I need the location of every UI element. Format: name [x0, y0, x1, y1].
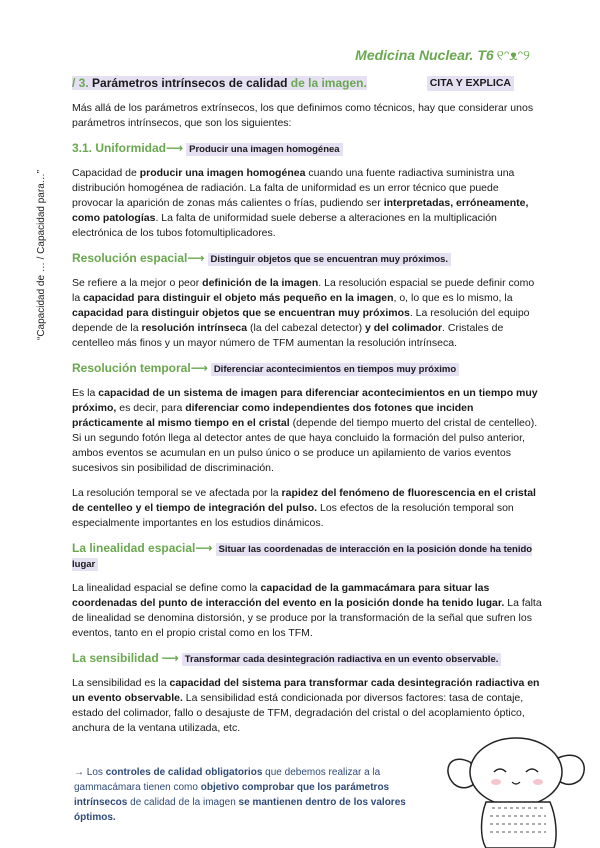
bunny-mascot-illustration: [440, 728, 600, 848]
paragraph-resolucion-temporal-1: Es la capacidad de un sistema de imagen para diferenciar acontecimientos en un tiempo muy próximo, es decir, para diferenciar como independientes dos fotones que inciden prácticamente al mismo tiempo en el cristal (depende del tiempo muerto del cristal de centelleo). Si un segundo fotón llega al detector antes de que haya concluido la formación del pulso anterior, ambos eventos se acumulan en un pulso único o se produce un apilamiento de varios eventos sucesivos sin posibilidad de discriminación.: [72, 387, 538, 474]
header-title: Medicina Nuclear. T6: [355, 47, 494, 63]
paragraph-resolucion-temporal-2: La resolución temporal se ve afectada por la rapidez del fenómeno de fluorescencia en el cristal de centelleo y el tiempo de integración del pulso. Los efectos de la resolución temporal son especialmente importantes en los estudios dinámicos.: [72, 487, 536, 529]
paragraph-sensibilidad: La sensibilidad es la capacidad del sistema para transformar cada desintegración radiactiva en un evento observable. La sensibilidad está condicionada por diversos factores: tasa de contaje, estado del colimador, fallo o desajuste de TFM, degradación del cristal o del acoplamiento óptico, anchura de la ventana utilizada, etc.: [72, 677, 540, 734]
kaomoji: ୧ᵔᴥᵔ୨: [496, 47, 530, 63]
heading-resolucion-espacial: Resolución espacial⟶ Distinguir objetos que se encuentran muy próximos.: [72, 251, 542, 267]
heading-uniformidad: 3.1. Uniformidad⟶ Producir una imagen homogénea: [72, 141, 542, 157]
paragraph-linealidad: La linealidad espacial se define como la capacidad de la gammacámara para situar las coordenadas del punto de interacción del evento en la posición donde ha tenido lugar. La falta de linealidad se denomina distorsión, y se produce por la transformación de la señal que sufren los eventos, tanto en el propio cristal como en los TFM.: [72, 582, 542, 639]
paragraph-uniformidad: Capacidad de producir una imagen homogénea cuando una fuente radiactiva suministra una distribución homogénea de radiación. La falta de uniformidad es un error técnico que puede provocar la aparición de zonas más calientes o frías, pudiendo ser interpretadas, erróneamente, como patologías. La falta de uniformidad suele deberse a alteraciones en la multiplicación electrónica de los tubos fotomultiplicadores.: [72, 167, 529, 239]
section-heading: / 3. Parámetros intrínsecos de calidad de la imagen.: [72, 76, 367, 90]
heading-linealidad: La linealidad espacial⟶ Situar las coordenadas de interacción en la posición donde ha tenido lugar: [72, 541, 533, 570]
side-note-text: “Capacidad de … / Capacidad para…”: [36, 169, 47, 340]
bottom-note: → Los controles de calidad obligatorios que debemos realizar a la gammacámara tienen como objetivo comprobar que los parámetros intrínsecos de calidad de la imagen se mantienen dentro de los valores óptimos.: [74, 767, 406, 823]
heading-sensibilidad: La sensibilidad ⟶ Transformar cada desintegración radiactiva en un evento observable.: [72, 651, 542, 667]
heading-resolucion-temporal: Resolución temporal⟶ Diferenciar acontecimientos en tiempos muy próximo: [72, 361, 542, 377]
paragraph-resolucion-espacial: Se refiere a la mejor o peor definición de la imagen. La resolución espacial se puede definir como la capacidad para distinguir el objeto más pequeño en la imagen, o, lo que es lo mismo, la capacidad para distinguir objetos que se encuentran muy próximos. La resolución del equipo depende de la resolución intrínseca (la del cabezal detector) y del colimador. Cristales de centelleo más finos y un mayor número de TFM aumentan la resolución intrínseca.: [72, 277, 535, 349]
cita-badge: CITA Y EXPLICA: [427, 76, 514, 91]
document-body: [72, 76, 542, 746]
page-header: [355, 47, 530, 64]
intro-paragraph: Más allá de los parámetros extrínsecos, los que definimos como técnicos, hay que considerar unos parámetros intrínsecos, que son los siguientes:: [72, 102, 534, 129]
